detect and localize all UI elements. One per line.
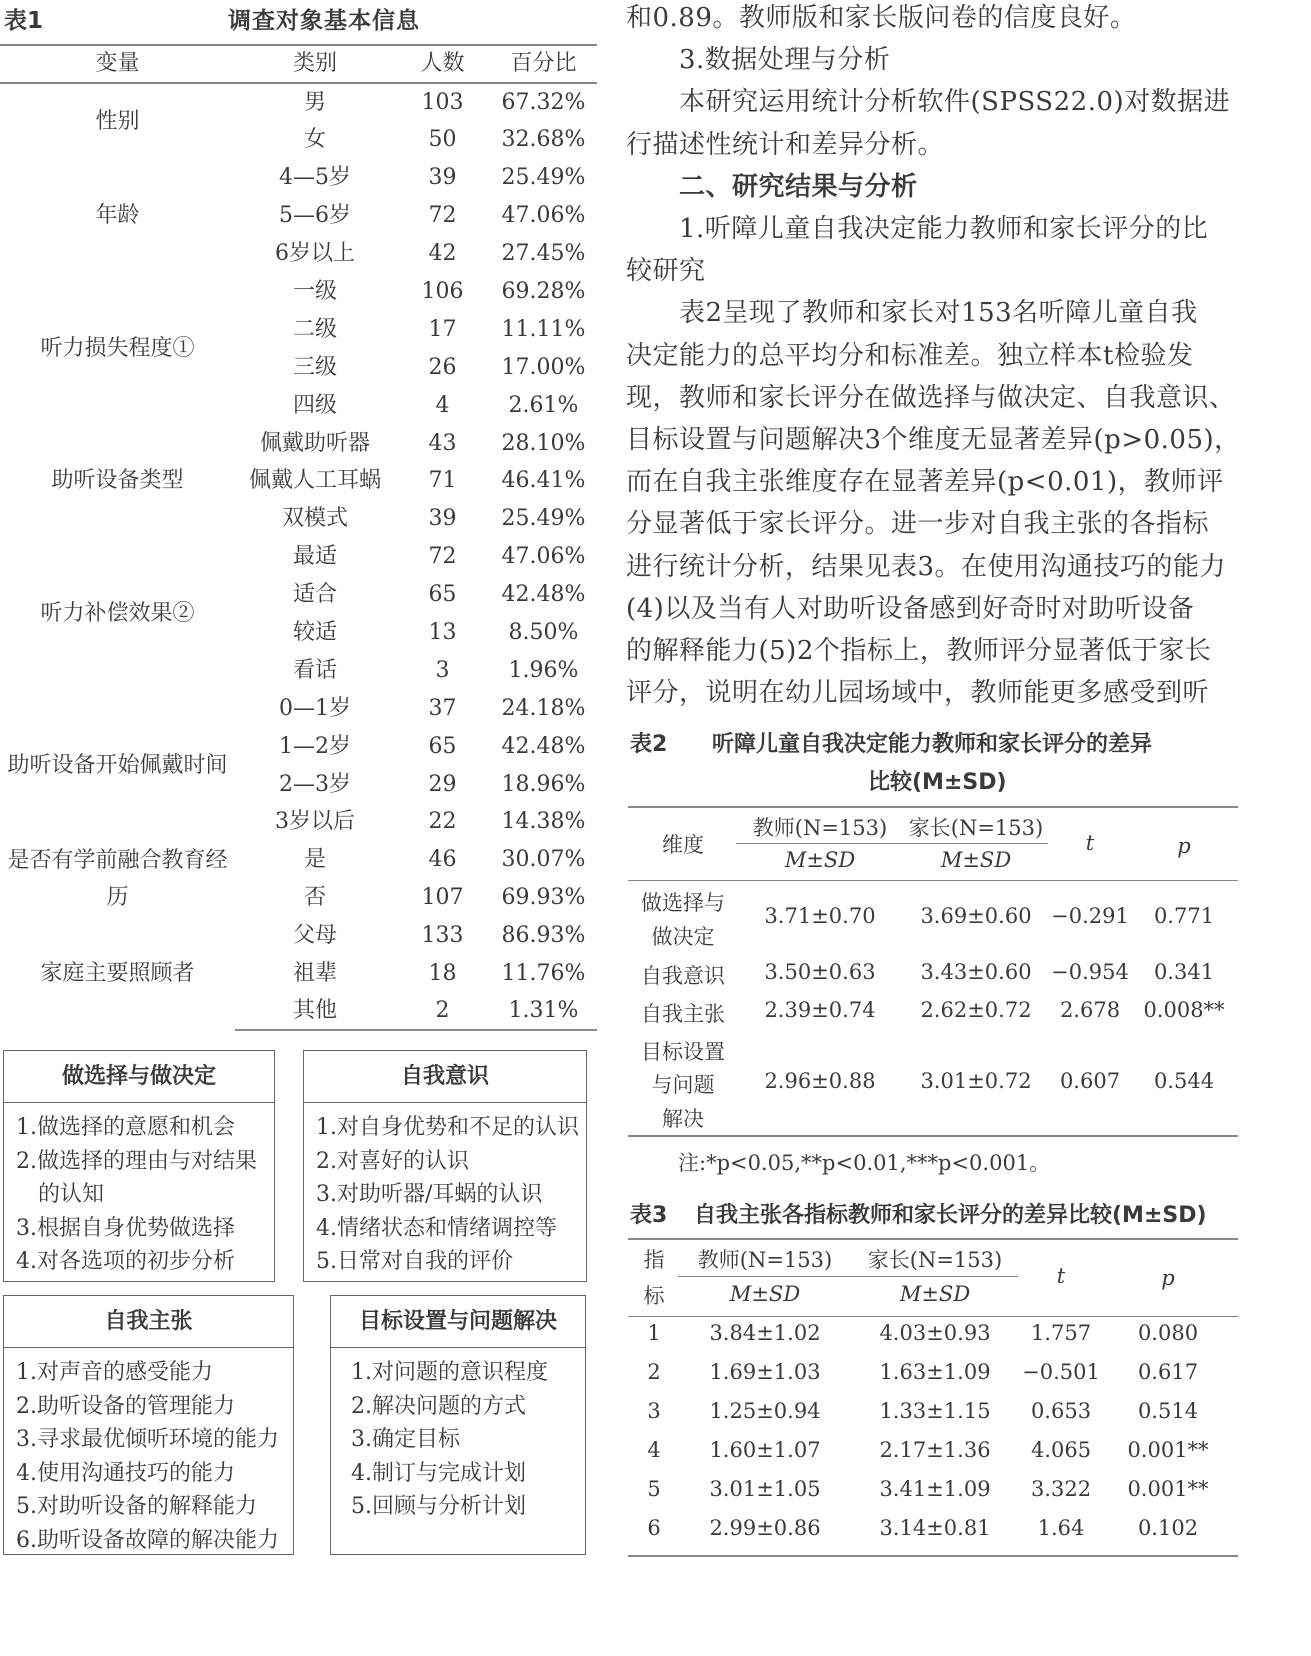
table-row [0,689,597,727]
table-row [0,83,597,121]
table1-header: 百分比 [490,45,597,83]
table1-percent: 25.49% [501,506,586,532]
list-item: 3.寻求最优倾听环境的能力 [16,1427,279,1452]
table-row [0,273,597,311]
table2-dimension: 做决定 [651,924,715,949]
list-item: 4.情绪状态和情绪调控等 [316,1215,557,1241]
table3-parent: 1.63±1.09 [879,1360,991,1384]
table1-percent: 25.49% [501,165,586,191]
table3-index: 2 [647,1360,661,1384]
table3-p: 0.514 [1137,1399,1199,1423]
table2-header-msd: M±SD [940,848,1012,872]
table1-percent: 86.93% [501,923,586,949]
list-item: 2.对喜好的认识 [316,1148,469,1174]
list-item: 6.助听设备故障的解决能力 [16,1527,279,1553]
text-line: 本研究运用统计分析软件(SPSS22.0)对数据进 [626,87,1231,118]
list-item: 2.解决问题的方式 [351,1393,526,1419]
table3-index: 5 [647,1477,661,1501]
text-line: 而在自我主张维度存在显著差异(p<0.01)，教师评 [626,467,1224,498]
table2-dimension: 目标设置 [641,1039,725,1064]
table3-p: 0.001** [1127,1438,1209,1462]
table1-percent: 47.06% [501,544,586,570]
table1-count: 72 [428,544,457,570]
list-item: 2.助听设备的管理能力 [16,1393,235,1419]
table1-category: 2—3岁 [279,771,351,797]
table1-category: 3岁以后 [275,809,355,835]
table3-teacher: 1.60±1.07 [709,1438,821,1462]
table2-teacher: 2.39±0.74 [764,998,876,1022]
table3-title: 自我主张各指标教师和家长评分的差异比较(M±SD) [694,1203,1207,1228]
table1-category: 否 [303,885,326,911]
list-item: 5.对助听设备的解释能力 [16,1494,257,1519]
table-row [0,159,597,197]
table1-count: 39 [428,506,457,532]
table1-percent: 67.32% [501,90,586,115]
table1-percent: 17.00% [501,354,586,380]
table-row [0,917,597,955]
table1-percent: 42.48% [501,733,586,759]
table3-index: 4 [647,1438,661,1462]
table1-percent: 46.41% [501,468,586,494]
list-item: 的认知 [16,1182,105,1207]
list-item: 3.对助听器/耳蜗的认识 [316,1182,543,1207]
table1-category: 4—5岁 [279,165,351,191]
list-item: 4.制订与完成计划 [351,1460,526,1486]
table2-header-parent: 家长(N=153) [908,816,1044,840]
table3-header-msd: M±SD [899,1282,971,1306]
table2-header-p: p [1177,834,1191,858]
table1-percent: 69.93% [501,885,586,911]
text-line: 进行统计分析，结果见表3。在使用沟通技巧的能力 [626,551,1227,582]
table2-p: 0.008** [1143,998,1225,1022]
table1-percent: 14.38% [501,809,586,835]
table1-count: 42 [428,241,457,267]
table1-count: 37 [428,695,457,721]
table1-category: 0—1岁 [279,695,351,721]
table1-header: 人数 [395,45,490,83]
table3-teacher: 3.01±1.05 [709,1477,821,1501]
table1-category: 1—2岁 [279,733,351,759]
table1-percent: 11.11% [501,316,586,342]
table1-variable: 性别 [95,108,140,134]
dimension-box [303,1050,587,1282]
table1-percent: 27.45% [501,241,586,267]
table1-count: 39 [428,165,457,191]
dimension-box-list [4,1348,293,1557]
table2-note: 注:*p<0.05,**p<0.01,***p<0.001。 [678,1151,1051,1175]
table3-t: 1.64 [1037,1516,1085,1540]
table1-count: 29 [428,771,457,797]
table1-category: 适合 [292,582,337,608]
dimension-box [330,1295,586,1555]
table1-variable: 助听设备开始佩戴时间 [7,752,228,778]
table2-parent: 3.69±0.60 [920,904,1032,928]
list-item: 5.日常对自我的评价 [316,1249,513,1274]
body-text [626,0,1240,714]
text-line: 评分，说明在幼儿园场域中，教师能更多感受到听 [626,678,1210,709]
table2-teacher: 2.96±0.88 [764,1069,876,1093]
table3-p: 0.102 [1137,1516,1199,1540]
text-line: 二、研究结果与分析 [626,171,918,202]
list-item: 4.使用沟通技巧的能力 [16,1460,235,1486]
table-row [0,841,597,879]
dimension-box [3,1295,294,1555]
dimension-box-list [331,1348,585,1524]
table1-category: 佩戴人工耳蜗 [248,468,381,494]
list-item: 1.对自身优势和不足的认识 [316,1115,579,1140]
table1-percent: 2.61% [508,392,579,418]
table1-category: 四级 [292,392,337,418]
table1-count: 3 [435,657,450,683]
table1-count: 72 [428,203,457,229]
table2-teacher: 3.71±0.70 [764,904,876,928]
table1-percent: 28.10% [501,430,586,456]
table1-header: 类别 [235,45,395,83]
table3-parent: 1.33±1.15 [879,1399,991,1423]
table2-t: 0.607 [1059,1069,1121,1093]
table2-header-msd: M±SD [784,848,856,872]
table1-count: 133 [421,923,464,949]
table3-header-index: 标 [643,1284,665,1308]
table2-t: −0.291 [1051,904,1129,928]
table3-t: −0.501 [1022,1360,1100,1384]
text-line: 和0.89。教师版和家长版问卷的信度良好。 [626,3,1137,33]
table1-category: 二级 [292,316,337,342]
table2-dimension: 解决 [662,1106,704,1131]
table-row [0,538,597,576]
text-line: 目标设置与问题解决3个维度无显著差异(p>0.05)， [626,425,1241,456]
table1-percent: 1.31% [490,992,597,1030]
table3-header-teacher: 教师(N=153) [697,1248,833,1272]
list-item: 1.对声音的感受能力 [16,1360,213,1385]
table2-parent: 3.01±0.72 [920,1069,1032,1093]
table3-header-msd: M±SD [729,1282,801,1306]
table1-percent: 69.28% [501,279,586,304]
table1-count: 18 [428,961,457,987]
table3-parent: 2.17±1.36 [879,1438,991,1462]
text-line: 较研究 [626,256,706,287]
table3-parent: 3.41±1.09 [879,1477,991,1501]
table1-percent: 18.96% [501,771,586,797]
table1-count: 13 [428,620,457,646]
table2-t: 2.678 [1059,998,1121,1022]
table1-variable: 是否有学前融合教育经历 [7,847,228,910]
table1-percent: 1.96% [508,657,579,683]
dimension-box-title: 目标设置与问题解决 [331,1296,585,1348]
text-line: 表2呈现了教师和家长对153名听障儿童自我 [626,298,1198,329]
table2-dimension: 与问题 [651,1073,715,1097]
dimension-box-title: 自我主张 [4,1296,293,1348]
text-line: (4)以及当有人对助听设备感到好奇时对助听设备 [626,593,1195,624]
table1-category: 其他 [235,992,395,1030]
table2-dimension: 自我主张 [641,1002,725,1026]
table1-count: 17 [428,316,457,342]
table1-header: 变量 [0,45,235,83]
table1-category: 是 [303,847,326,873]
table3-t: 1.757 [1030,1321,1092,1345]
table1-category: 双模式 [281,506,348,532]
table3-teacher: 1.25±0.94 [709,1399,821,1423]
table1-category: 祖辈 [292,961,337,987]
table1-count: 2 [395,992,490,1030]
text-line: 的解释能力(5)2个指标上，教师评分显著低于家长 [626,636,1212,667]
table1-percent: 47.06% [501,203,586,229]
table1-number: 表1 [4,8,44,34]
table3-p: 0.001** [1127,1477,1209,1501]
table1-variable: 助听设备类型 [51,468,184,494]
table1-variable: 听力损失程度① [40,335,195,361]
table1-count: 106 [421,279,464,304]
table3-header-p: p [1161,1266,1175,1290]
table3-t: 4.065 [1030,1438,1092,1462]
table2-dimension: 做选择与 [641,891,725,916]
table1-count: 71 [428,468,457,494]
table1-category: 5—6岁 [279,203,351,229]
table1-count: 26 [428,354,457,380]
table3-header-index: 指 [643,1248,665,1272]
table3-index: 3 [647,1399,661,1423]
table1-count: 43 [428,430,457,456]
list-item: 3.确定目标 [351,1427,460,1452]
text-line: 分显著低于家长评分。进一步对自我主张的各指标 [626,509,1210,540]
list-item: 3.根据自身优势做选择 [16,1215,235,1241]
table1-category: 看话 [292,657,337,683]
table3-index: 6 [647,1516,661,1540]
table1-category: 女 [303,127,326,153]
list-item: 2.做选择的理由与对结果 [16,1148,257,1174]
list-item: 5.回顾与分析计划 [351,1494,526,1519]
table1 [0,45,597,1031]
text-line: 1.听障儿童自我决定能力教师和家长评分的比 [626,214,1209,245]
table1-count: 107 [421,885,464,911]
table3-number: 表3 [630,1203,668,1228]
table1-variable: 家庭主要照顾者 [40,961,195,987]
table1-count: 50 [428,127,457,153]
table3-p: 0.617 [1137,1360,1199,1384]
table2-header-dimension: 维度 [662,833,704,857]
table3-t: 3.322 [1030,1477,1092,1501]
table2-number: 表2 [630,732,668,757]
table1-category: 6岁以上 [275,241,355,267]
table2-teacher: 3.50±0.63 [764,960,876,984]
dimension-box-list [304,1103,586,1279]
text-line: 现，教师和家长评分在做选择与做决定、自我意识、 [626,382,1236,413]
table1-count: 46 [428,847,457,873]
table3-parent: 4.03±0.93 [879,1321,991,1345]
table1-percent: 42.48% [501,582,586,608]
table2-parent: 2.62±0.72 [920,998,1032,1022]
text-line: 行描述性统计和差异分析。 [626,129,945,160]
table1-title: 调查对象基本信息 [228,8,420,34]
text-line: 决定能力的总平均分和标准差。独立样本t检验发 [626,340,1194,371]
table2-title: 听障儿童自我决定能力教师和家长评分的差异 [712,732,1153,757]
table2-header-t: t [1085,831,1095,855]
table1-count: 65 [428,582,457,608]
table1-count: 22 [428,809,457,835]
table3-header-parent: 家长(N=153) [867,1248,1003,1272]
table3-teacher: 1.69±1.03 [709,1360,821,1384]
table1-percent: 30.07% [501,847,586,873]
table2-title-line2: 比较(M±SD) [868,770,1007,795]
table-row [0,424,597,462]
table2-t: −0.954 [1051,960,1129,984]
table3-header-t: t [1056,1264,1066,1288]
table1-count: 103 [421,90,464,115]
table2-parent: 3.43±0.60 [920,960,1032,984]
table1-category: 佩戴助听器 [259,430,370,456]
table1-count: 4 [435,392,450,418]
list-item: 1.对问题的意识程度 [351,1360,548,1385]
table1-category: 男 [303,90,326,115]
table1-variable: 年龄 [95,203,140,229]
text-line: 3.数据处理与分析 [626,45,891,76]
table1-variable: 听力补偿效果② [40,601,195,627]
table2-header-teacher: 教师(N=153) [752,816,888,840]
dimension-box [3,1050,275,1282]
table1-category: 较适 [292,620,337,646]
table3-teacher: 2.99±0.86 [709,1516,821,1540]
table3-p: 0.080 [1137,1321,1199,1345]
table1-category: 父母 [292,923,337,949]
list-item: 4.对各选项的初步分析 [16,1249,235,1274]
table2-p: 0.544 [1153,1069,1215,1093]
table1-category: 三级 [292,354,337,380]
table2-p: 0.341 [1153,960,1215,984]
dimension-box-title: 自我意识 [304,1051,586,1103]
dimension-box-title: 做选择与做决定 [4,1051,274,1103]
table1-category: 最适 [292,544,337,570]
table1-percent: 8.50% [508,620,579,646]
table3-t: 0.653 [1030,1399,1092,1423]
table3-index: 1 [647,1321,661,1345]
dimension-box-list [4,1103,274,1279]
table3-teacher: 3.84±1.02 [709,1321,821,1345]
table2-dimension: 自我意识 [641,964,725,988]
table2-p: 0.771 [1153,904,1215,928]
table1-percent: 24.18% [501,695,586,721]
table1-count: 65 [428,733,457,759]
table3-parent: 3.14±0.81 [879,1516,991,1540]
table1-percent: 11.76% [501,961,586,987]
table1-percent: 32.68% [501,127,586,153]
table1-category: 一级 [292,279,337,304]
list-item: 1.做选择的意愿和机会 [16,1115,235,1140]
